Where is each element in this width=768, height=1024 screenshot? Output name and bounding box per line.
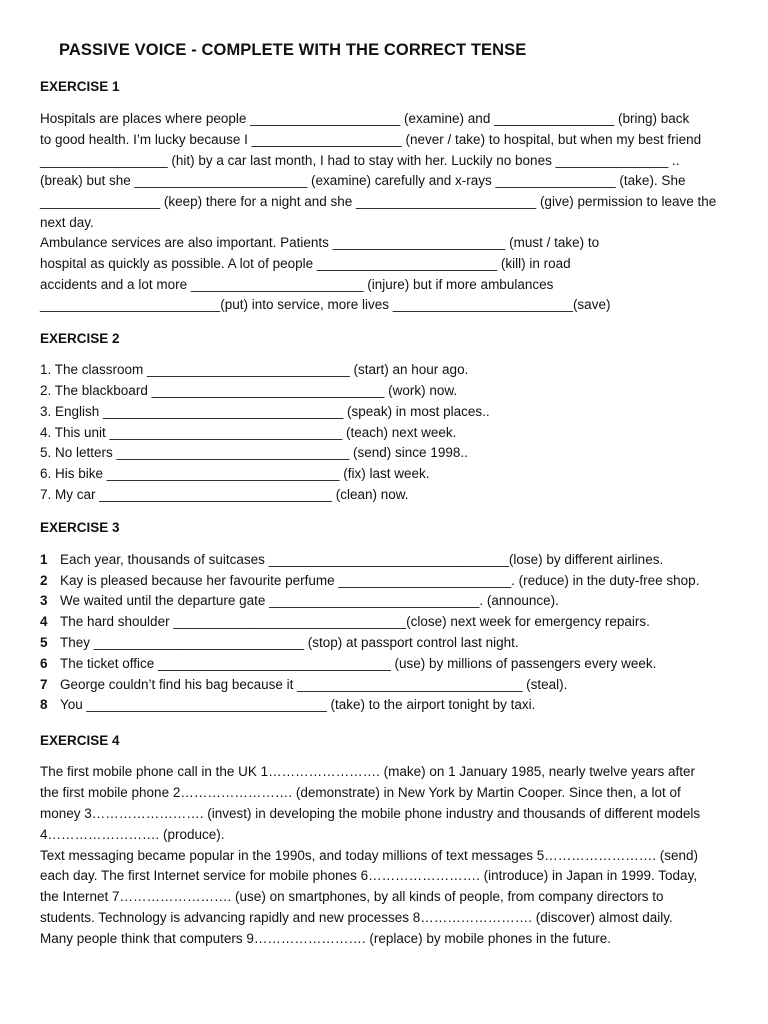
exercise-1-line: accidents and a lot more _______________________ (injure) but if more ambulances: [40, 277, 554, 292]
exercise-4-line: students. Technology is advancing rapidly and new processes 8……………………. (discover) almost daily.: [40, 910, 673, 925]
exercise-2-item: 7. My car _______________________________ (clean) now.: [40, 487, 409, 502]
exercise-2-item: 5. No letters _______________________________ (send) since 1998..: [40, 445, 468, 460]
item-number: 8: [40, 697, 48, 712]
exercise-4-line: the first mobile phone 2……………………. (demonstrate) in New York by Martin Cooper. Since then, a lot of: [40, 785, 681, 800]
exercise-4-line: Text messaging became popular in the 1990s, and today millions of text messages 5……………………. (send): [40, 848, 699, 863]
item-number: 5: [40, 635, 48, 650]
exercise-4-line: money 3……………………. (invest) in developing the mobile phone industry and thousands of different models: [40, 806, 701, 821]
exercise-3-item: [40, 612, 650, 633]
item-text: You ________________________________ (take) to the airport tonight by taxi.: [60, 697, 536, 712]
exercise-2-item: 6. His bike _______________________________ (fix) last week.: [40, 466, 430, 481]
item-text: The hard shoulder _______________________________(close) next week for emergency repairs.: [60, 614, 650, 629]
exercise-4-line: the Internet 7……………………. (use) on smartphones, by all kinds of people, from company directors to: [40, 889, 664, 904]
exercise-1-line: Hospitals are places where people ____________________ (examine) and ________________ (bring) back: [40, 111, 690, 126]
item-text: We waited until the departure gate ____________________________. (announce).: [60, 593, 559, 608]
exercise-1-line: next day.: [40, 215, 94, 230]
exercise-3-item: [40, 550, 663, 571]
exercise-3-item: [40, 591, 559, 612]
exercise-4-heading: EXERCISE 4: [40, 733, 120, 748]
exercise-1-line: to good health. I’m lucky because I ____________________ (never / take) to hospital, but when my best friend: [40, 132, 702, 147]
item-number: 1: [40, 552, 48, 567]
exercise-3-item: [40, 571, 699, 592]
exercise-3-item: [40, 633, 519, 654]
exercise-1-line: ________________ (keep) there for a night and she ________________________ (give) permission to leave the: [40, 194, 717, 209]
item-text: They ____________________________ (stop) at passport control last night.: [60, 635, 519, 650]
exercise-1-line: Ambulance services are also important. Patients _______________________ (must / take) to: [40, 235, 600, 250]
item-number: 2: [40, 573, 48, 588]
item-text: George couldn’t find his bag because it ______________________________ (steal).: [60, 677, 568, 692]
exercise-3-item: [40, 675, 567, 696]
exercise-2-heading: EXERCISE 2: [40, 331, 120, 346]
exercise-4-line: The first mobile phone call in the UK 1……………………. (make) on 1 January 1985, nearly twelve years after: [40, 764, 696, 779]
exercise-1-line: ________________________(put) into service, more lives ________________________(save): [40, 297, 611, 312]
exercise-1-heading: EXERCISE 1: [40, 79, 120, 94]
exercise-4-line: each day. The first Internet service for mobile phones 6……………………. (introduce) in Japan in 1999. Today,: [40, 868, 698, 883]
exercise-2-item: 1. The classroom ___________________________ (start) an hour ago.: [40, 362, 469, 377]
exercise-2-item: 3. English ________________________________ (speak) in most places..: [40, 404, 490, 419]
exercise-3-heading: EXERCISE 3: [40, 520, 120, 535]
item-number: 3: [40, 593, 48, 608]
item-number: 7: [40, 677, 48, 692]
exercise-1-line: hospital as quickly as possible. A lot of people ________________________ (kill) in road: [40, 256, 571, 271]
item-text: Each year, thousands of suitcases ________________________________(lose) by different airlines.: [60, 552, 664, 567]
item-text: Kay is pleased because her favourite perfume _______________________. (reduce) in the duty-free shop.: [60, 573, 700, 588]
item-number: 4: [40, 614, 48, 629]
exercise-1-line: _________________ (hit) by a car last month, I had to stay with her. Luckily no bones _______________ ..: [40, 153, 680, 168]
page-title: PASSIVE VOICE - COMPLETE WITH THE CORRECT TENSE: [59, 41, 527, 59]
exercise-4-line: 4……………………. (produce).: [40, 827, 225, 842]
item-number: 6: [40, 656, 48, 671]
item-text: The ticket office _______________________________ (use) by millions of passengers every week.: [60, 656, 657, 671]
exercise-2-item: 2. The blackboard _______________________________ (work) now.: [40, 383, 458, 398]
exercise-3-item: [40, 654, 656, 675]
exercise-4-line: Many people think that computers 9……………………. (replace) by mobile phones in the future.: [40, 931, 612, 946]
exercise-3-item: [40, 695, 535, 716]
exercise-2-item: 4. This unit _______________________________ (teach) next week.: [40, 425, 457, 440]
exercise-1-line: (break) but she _______________________ (examine) carefully and x-rays ________________ (take). She: [40, 173, 686, 188]
